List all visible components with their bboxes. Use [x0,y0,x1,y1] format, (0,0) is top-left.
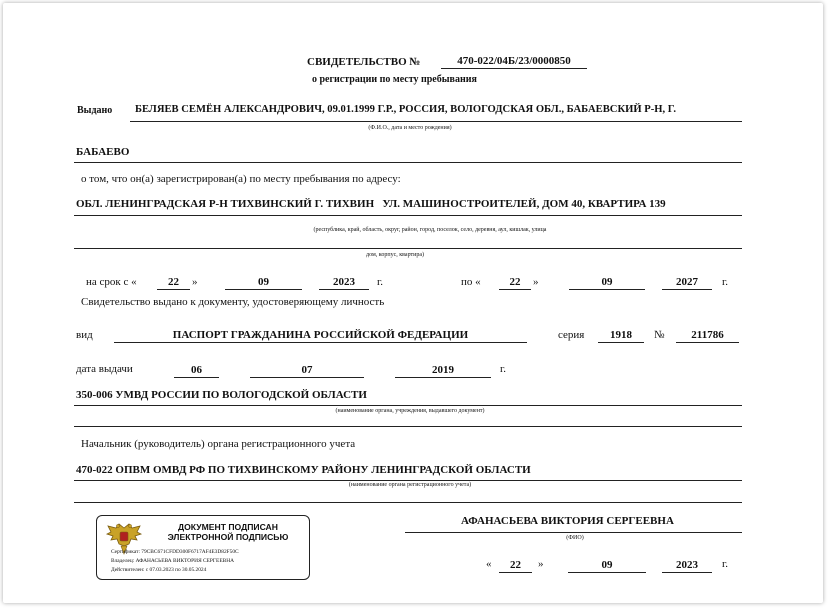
term-from-day: 22 [157,276,190,290]
document-issuer: 350-006 УМВД РОССИИ ПО ВОЛОГОДСКОЙ ОБЛАСТИ [76,389,367,401]
stamp-owner: Владелец: АФАНАСЬЕВА ВИКТОРИЯ СЕРГЕЕВНА [111,558,234,564]
address-caption-1: (республика, край, область, округ, район, город, поселок, село, деревня, аул, кишлак, улица [313,227,547,233]
document-issuer-rule-2 [74,426,742,427]
term-from-quote: » [192,276,198,288]
document-number-label: № [654,329,665,341]
term-from-year: 2023 [319,276,369,290]
authority-head-label: Начальник (руководитель) органа регистрационного учета [81,438,356,450]
document-number-value: 211786 [676,329,739,343]
issue-date-year: 2019 [395,364,491,378]
stamp-title-2: ЭЛЕКТРОННОЙ ПОДПИСЬЮ [167,532,289,542]
issued-label: Выдано [77,105,113,116]
document-series-value: 1918 [598,329,644,343]
term-to-month: 09 [569,276,645,290]
person-line-2: БАБАЕВО [76,146,130,158]
sign-date-open-quote: « [486,558,492,570]
subtitle: о регистрации по месту пребывания [312,74,477,85]
person-line-2-rule [74,162,742,163]
authority-name-rule [74,480,742,481]
term-to-day: 22 [499,276,531,290]
stamp-validity: Действителен: с 07.03.2023 по 30.05.2024 [111,567,207,573]
authority-caption: (наименование органа регистрационного учета) [348,482,472,488]
sign-date-day: 22 [499,559,532,573]
issue-date-month: 07 [250,364,364,378]
document-series-label: серия [558,329,585,341]
term-to-year: 2027 [662,276,712,290]
term-from-month: 09 [225,276,302,290]
address-intro: о том, что он(а) зарегистрирован(а) по месту пребывания по адресу: [81,173,401,185]
document-issuer-rule [74,405,742,406]
signer-name-rule [405,532,742,533]
signer-name: АФАНАСЬЕВА ВИКТОРИЯ СЕРГЕЕВНА [461,515,674,527]
document-type-value: ПАСПОРТ ГРАЖДАНИНА РОССИЙСКОЙ ФЕДЕРАЦИИ [114,329,527,343]
person-caption: (Ф.И.О., дата и место рождения) [368,125,452,131]
stamp-title-1: ДОКУМЕНТ ПОДПИСАН [178,522,278,532]
title-label: СВИДЕТЕЛЬСТВО № [307,56,421,68]
person-line-1: БЕЛЯЕВ СЕМЁН АЛЕКСАНДРОВИЧ, 09.01.1999 Г.Р., РОССИЯ, ВОЛОГОДСКАЯ ОБЛ., БАБАЕВСКИЙ Р-Н, Г. [135,104,676,115]
address-line-2-rule [74,248,742,249]
electronic-signature-stamp [96,515,310,580]
sign-date-year: 2023 [662,559,712,573]
term-from-label: на срок с « [86,276,137,288]
term-from-year-suffix: г. [377,276,384,288]
issue-date-label: дата выдачи [76,363,133,375]
issue-date-year-suffix: г. [500,363,507,375]
document-type-label: вид [76,329,93,341]
term-to-quote: » [533,276,539,288]
document-intro: Свидетельство выдано к документу, удостоверяющему личность [81,296,385,308]
document-issuer-caption: (наименование органа, учреждения, выдавшего документ) [335,408,485,414]
address-line-1: ОБЛ. ЛЕНИНГРАДСКАЯ Р-Н ТИХВИНСКИЙ Г. ТИХВИН УЛ. МАШИНОСТРОИТЕЛЕЙ, ДОМ 40, КВАРТИРА 139 [76,198,666,210]
certificate-number: 470-022/04Б/23/0000850 [441,55,587,69]
address-line-1-rule [74,215,742,216]
issue-date-day: 06 [174,364,219,378]
sign-date-close-quote: » [538,558,544,570]
authority-name-rule-2 [74,502,742,503]
person-line-1-rule [130,121,742,122]
authority-name: 470-022 ОПВМ ОМВД РФ ПО ТИХВИНСКОМУ РАЙОНУ ЛЕНИНГРАДСКОЙ ОБЛАСТИ [76,464,531,476]
signer-caption: (ФИО) [566,535,584,541]
sign-date-month: 09 [568,559,646,573]
term-to-year-suffix: г. [722,276,729,288]
address-caption-2: дом, корпус, квартира) [366,252,424,258]
term-to-label: по « [461,276,481,288]
stamp-certificate: Сертификат: 79CBC671CFDD300F6717AF4E3D82F50C [111,549,239,555]
sign-date-year-suffix: г. [722,558,729,570]
